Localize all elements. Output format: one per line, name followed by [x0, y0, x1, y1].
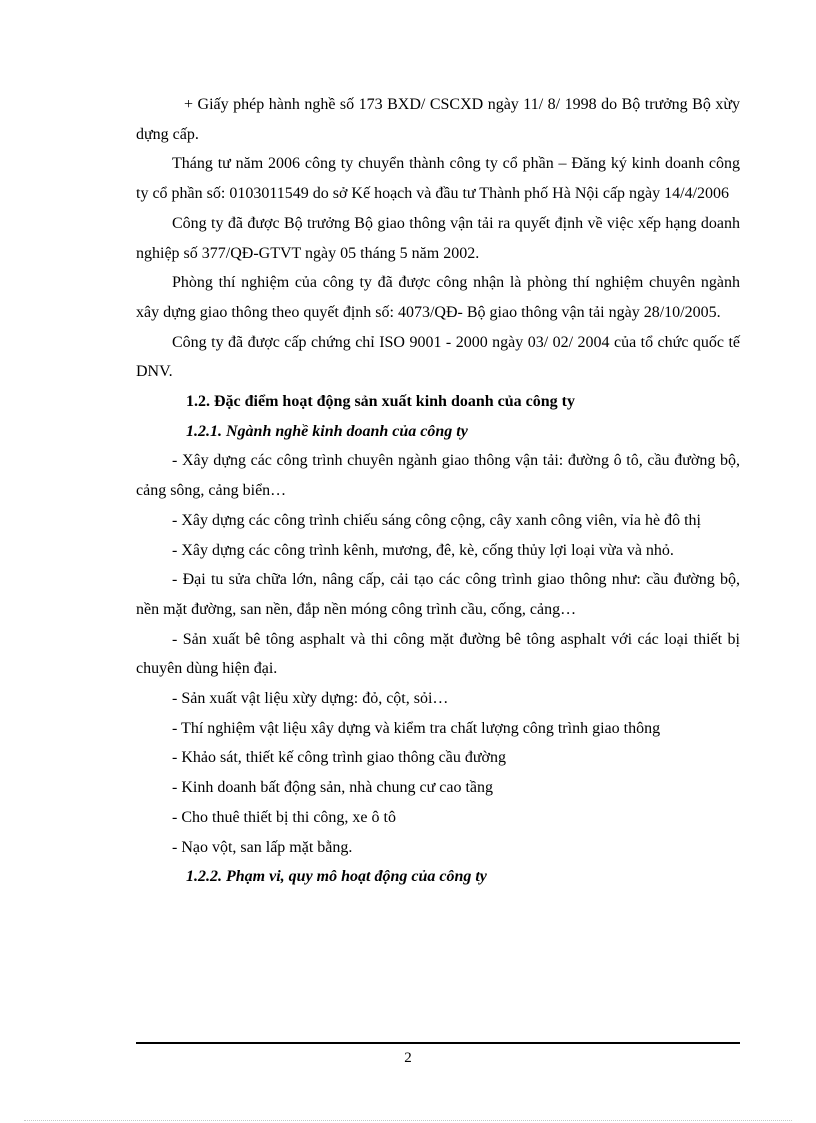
section-heading-1-2-1: 1.2.1. Ngành nghề kinh doanh của công ty — [186, 422, 468, 440]
business-line-item: - Xây dựng các công trình chiếu sáng công cộng, cây xanh công viên, vỉa hè đô thị — [172, 511, 701, 529]
business-line-item: - Sản xuất vật liệu xừy dựng: đỏ, cột, sỏi… — [172, 690, 449, 708]
section-heading-1-2: 1.2. Đặc điểm hoạt động sản xuất kinh doanh của công ty — [186, 393, 575, 411]
business-line-item: - Thí nghiệm vật liệu xây dựng và kiểm tra chất lượng công trình giao thông — [172, 719, 661, 737]
business-line-item: - Nạo vột, san lấp mặt bằng. — [172, 838, 353, 856]
business-line-item: - Sản xuất bê tông asphalt và thi công mặt đường bê tông asphalt với các loại thiết bị chuyên dùng hiện đại. — [136, 630, 740, 678]
business-line-item: - Kinh doanh bất động sản, nhà chung cư cao tầng — [172, 779, 494, 797]
business-line-item: - Xây dựng các công trình kênh, mương, đê, kè, cống thủy lợi loại vừa và nhỏ. — [172, 541, 674, 559]
business-line-item: - Khảo sát, thiết kế công trình giao thông cầu đường — [172, 749, 506, 767]
page-number: 2 — [404, 1050, 412, 1066]
business-line-item: - Đại tu sửa chữa lớn, nâng cấp, cải tạo các công trình giao thông như: cầu đường bộ, nền mặt đường, san nền, đắp nền móng công trình cầu, cống, cảng… — [136, 571, 740, 618]
page-boundary-dotted-line — [24, 1120, 792, 1121]
footer-divider — [136, 1042, 740, 1044]
laboratory-paragraph: Phòng thí nghiệm của công ty đã được công nhận là phòng thí nghiệm chuyên ngành xây dựng giao thông theo quyết định số: 4073/QĐ- Bộ giao thông vận tải ngày 28/10/2005. — [136, 274, 740, 321]
license-paragraph: + Giấy phép hành nghề số 173 BXD/ CSCXD ngày 11/ 8/ 1998 do Bộ trưởng Bộ xừy dựng cấp. — [136, 96, 740, 143]
page-body — [136, 90, 740, 892]
conversion-paragraph: Tháng tư năm 2006 công ty chuyển thành công ty cổ phần – Đăng ký kinh doanh công ty cổ phần số: 0103011549 do sở Kế hoạch và đầu tư Thành phố Hà Nội cấp ngày 14/4/2006 — [136, 155, 740, 203]
ranking-paragraph: Công ty đã được Bộ trưởng Bộ giao thông vận tải ra quyết định về việc xếp hạng doanh nghiệp số 377/QĐ-GTVT ngày 05 tháng 5 năm 2002. — [136, 214, 740, 262]
section-heading-1-2-2: 1.2.2. Phạm vi, quy mô hoạt động của công ty — [186, 868, 487, 886]
iso-paragraph: Công ty đã được cấp chứng chỉ ISO 9001 - 2000 ngày 03/ 02/ 2004 của tổ chức quốc tế DNV. — [136, 333, 740, 381]
business-line-item: - Cho thuê thiết bị thi công, xe ô tô — [172, 808, 396, 826]
business-line-item: - Xây dựng các công trình chuyên ngành giao thông vận tải: đường ô tô, cầu đường bộ, cảng sông, cảng biển… — [136, 452, 740, 500]
